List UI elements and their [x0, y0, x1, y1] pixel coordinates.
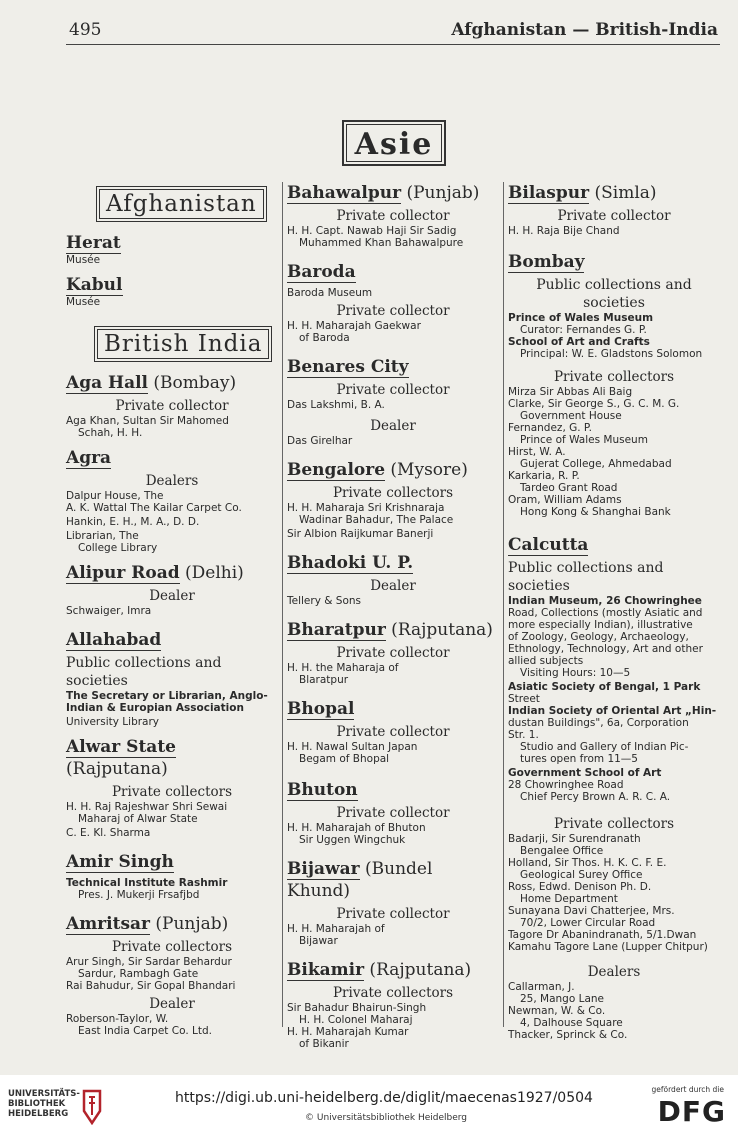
entry-line: Ross, Edwd. Denison Ph. D.	[508, 881, 652, 893]
entry-line: Visiting Hours: 10—5	[520, 667, 631, 679]
entry-line: Indian Museum, 26 Chowringhee	[508, 595, 702, 607]
city-heading: Benares City	[287, 357, 409, 377]
category-heading: Private collectors	[553, 816, 675, 832]
viewer-footer	[0, 1075, 738, 1134]
entry-line: Das Girelhar	[287, 435, 353, 447]
entry-line: The Secretary or Librarian, Anglo-	[66, 690, 268, 702]
category-heading: Private collectors	[111, 939, 233, 955]
entry-line: H. H. Maharajah Kumar	[287, 1026, 409, 1038]
entry-line: tures open from 11—5	[520, 753, 638, 765]
entry-line: Prince of Wales Museum	[520, 434, 648, 446]
city-heading: Bharatpur (Rajputana)	[287, 620, 493, 640]
entry-line: Hirst, W. A.	[508, 446, 566, 458]
entry-line: Tellery & Sons	[287, 595, 361, 607]
permalink[interactable]: https://digi.ub.uni-heidelberg.de/diglit/maecenas1927/0504	[175, 1090, 593, 1106]
column-2	[287, 182, 499, 1050]
entry-line: allied subjects	[508, 655, 584, 667]
entry-line: Muhammed Khan Bahawalpure	[299, 237, 464, 249]
category-heading: Dealer	[370, 578, 416, 594]
entry-line: Holland, Sir Thos. H. K. C. F. E.	[508, 857, 667, 869]
entry-line: Aga Khan, Sultan Sir Mahomed	[66, 415, 229, 427]
entry-line: Government House	[520, 410, 622, 422]
city-heading: Bombay	[508, 252, 585, 272]
entry-line: Indian Society of Oriental Art „Hin-	[508, 705, 717, 717]
entry-line: Badarji, Sir Surendranath	[508, 833, 641, 845]
entry-line: Wadinar Bahadur, The Palace	[299, 514, 454, 526]
country-heading: British India	[97, 329, 269, 359]
city-heading: Herat	[66, 233, 121, 253]
entry-line: C. E. Kl. Sharma	[66, 827, 151, 839]
category-heading: Dealers	[145, 473, 199, 489]
dfg-logo[interactable]: DFG	[657, 1095, 726, 1128]
city-heading: Bilaspur (Simla)	[508, 183, 657, 203]
city-heading: Kabul	[66, 275, 123, 295]
entry-line: Maharaj of Alwar State	[78, 813, 198, 825]
entry-line: East India Carpet Co. Ltd.	[78, 1025, 212, 1037]
entry-line: Callarman, J.	[508, 981, 575, 993]
entry-line: Home Department	[520, 893, 618, 905]
entry-line: College Library	[78, 542, 158, 554]
entry-line: Rai Bahudur, Sir Gopal Bhandari	[66, 980, 236, 992]
category-heading: Private collector	[336, 208, 450, 224]
entry-line: Arur Singh, Sir Sardar Behardur	[66, 956, 232, 968]
entry-line: Baroda Museum	[287, 287, 373, 299]
section-title: Asie	[346, 124, 442, 162]
city-heading: Bijawar (Bundel Khund)	[287, 859, 433, 901]
city-heading: Bahawalpur (Punjab)	[287, 183, 480, 203]
entry-line: 4, Dalhouse Square	[520, 1017, 623, 1029]
category-heading: Private collectors	[332, 985, 454, 1001]
city-heading: Amritsar (Punjab)	[66, 914, 229, 934]
entry-line: Schwaiger, Imra	[66, 605, 152, 617]
entry-line: H. H. Nawal Sultan Japan	[287, 741, 418, 753]
column-divider	[282, 182, 283, 1027]
entry-line: Sardur, Rambagh Gate	[78, 968, 199, 980]
entry-line: H. H. Capt. Nawab Haji Sir Sadig	[287, 225, 457, 237]
entry-line: Sir Uggen Wingchuk	[299, 834, 406, 846]
city-heading: Bhuton	[287, 780, 358, 800]
entry-line: Blaratpur	[299, 674, 349, 686]
entry-line: Sir Bahadur Bhairun-Singh	[287, 1002, 427, 1014]
entry-line: Government School of Art	[508, 767, 662, 779]
city-heading: Calcutta	[508, 535, 589, 555]
entry-line: Tardeo Grant Road	[520, 482, 618, 494]
copyright: © Universitätsbibliothek Heidelberg	[305, 1113, 468, 1123]
entry-line: Ethnology, Technology, Art and other	[508, 643, 703, 655]
entry-line: H. H. Maharajah of	[287, 923, 385, 935]
category-heading: Private collector	[336, 724, 450, 740]
entry-line: Sunayana Davi Chatterjee, Mrs.	[508, 905, 675, 917]
city-heading: Amir Singh	[66, 852, 174, 872]
category-heading: Public collections and societies	[66, 655, 222, 689]
category-heading: Public collections and societies	[508, 560, 664, 594]
entry-line: Principal: W. E. Gladstons Solomon	[520, 348, 703, 360]
entry-line: Dalpur House, The	[66, 490, 164, 502]
entry-line: 28 Chowringhee Road	[508, 779, 624, 791]
city-heading: Bengalore (Mysore)	[287, 460, 468, 480]
entry-line: Gujerat College, Ahmedabad	[520, 458, 672, 470]
entry-line: of Baroda	[299, 332, 350, 344]
entry-line: H. H. Maharaja Sri Krishnaraja	[287, 502, 445, 514]
category-heading: Private collector	[336, 906, 450, 922]
entry-line: Fernandez, G. P.	[508, 422, 592, 434]
entry-line: of Bikanir	[299, 1038, 349, 1050]
funding-label: gefördert durch die	[651, 1085, 724, 1094]
category-heading: Private collector	[336, 303, 450, 319]
entry-line: Pres. J. Mukerji Frsafjbd	[78, 889, 200, 901]
category-heading: Public collections and societies	[536, 277, 692, 311]
entry-line: Musée	[66, 254, 101, 266]
entry-line: A. K. Wattal The Kailar Carpet Co.	[66, 502, 242, 514]
entry-line: H. H. Colonel Maharaj	[299, 1014, 413, 1026]
category-heading: Private collector	[336, 805, 450, 821]
entry-line: Technical Institute Rashmir	[66, 877, 228, 889]
entry-line: Road, Collections (mostly Asiatic and	[508, 607, 703, 619]
entry-line: Street	[508, 693, 540, 705]
entry-line: Hong Kong & Shanghai Bank	[520, 506, 671, 518]
category-heading: Dealers	[587, 964, 641, 980]
column-1	[66, 182, 278, 1037]
entry-line: Musée	[66, 296, 101, 308]
entry-line: Thacker, Sprinck & Co.	[508, 1029, 628, 1041]
page-number: 495	[69, 20, 102, 40]
entry-line: 70/2, Lower Circular Road	[520, 917, 656, 929]
running-header	[0, 18, 738, 48]
entry-line: Prince of Wales Museum	[508, 312, 654, 324]
entry-line: more especially Indian), illustrative	[508, 619, 693, 631]
country-heading: Afghanistan	[99, 189, 264, 219]
category-heading: Private collector	[115, 398, 229, 414]
column-divider	[503, 182, 504, 1027]
library-logo[interactable]	[8, 1089, 98, 1125]
entry-line: Asiatic Society of Bengal, 1 Park	[508, 681, 701, 693]
category-heading: Private collectors	[553, 369, 675, 385]
entry-line: Indian & Europian Association	[66, 702, 244, 714]
city-heading: Bikamir (Rajputana)	[287, 960, 472, 980]
category-heading: Dealer	[370, 418, 416, 434]
column-3	[508, 182, 720, 1041]
header-rule	[66, 44, 720, 45]
city-heading: Allahabad	[66, 630, 162, 650]
library-name: UNIVERSITÄTS- BIBLIOTHEK HEIDELBERG	[8, 1089, 80, 1119]
entry-line: Geological Surey Office	[520, 869, 643, 881]
entry-line: Kamahu Tagore Lane (Lupper Chitpur)	[508, 941, 708, 953]
entry-line: Bijawar	[299, 935, 338, 947]
entry-line: Newman, W. & Co.	[508, 1005, 606, 1017]
entry-line: of Zoology, Geology, Archaeology,	[508, 631, 689, 643]
entry-line: Roberson-Taylor, W.	[66, 1013, 169, 1025]
city-heading: Alwar State (Rajputana)	[66, 737, 176, 779]
category-heading: Private collector	[336, 645, 450, 661]
entry-line: Das Lakshmi, B. A.	[287, 399, 385, 411]
entry-line: Clarke, Sir George S., G. C. M. G.	[508, 398, 680, 410]
entry-line: University Library	[66, 716, 160, 728]
entry-line: Oram, William Adams	[508, 494, 622, 506]
category-heading: Private collectors	[332, 485, 454, 501]
entry-line: Mirza Sir Abbas Ali Baig	[508, 386, 633, 398]
entry-line: Bengalee Office	[520, 845, 604, 857]
category-heading: Private collector	[557, 208, 671, 224]
entry-line: Hankin, E. H., M. A., D. D.	[66, 516, 200, 528]
entry-line: H. H. Raja Bije Chand	[508, 225, 620, 237]
library-seal-icon	[80, 1089, 104, 1125]
city-heading: Aga Hall (Bombay)	[66, 373, 237, 393]
entry-line: Curator: Fernandes G. P.	[520, 324, 647, 336]
category-heading: Dealer	[149, 588, 195, 604]
entry-line: H. H. Maharajah Gaekwar	[287, 320, 421, 332]
city-heading: Baroda	[287, 262, 356, 282]
section-title-box	[342, 120, 446, 166]
city-heading: Bhadoki U. P.	[287, 553, 414, 573]
entry-line: Karkaria, R. P.	[508, 470, 580, 482]
entry-line: H. H. Raj Rajeshwar Shri Sewai	[66, 801, 228, 813]
entry-line: H. H. the Maharaja of	[287, 662, 399, 674]
category-heading: Dealer	[149, 996, 195, 1012]
city-heading: Bhopal	[287, 699, 355, 719]
country-heading-box	[96, 186, 267, 222]
entry-line: Tagore Dr Abanindranath, 5/1.Dwan	[508, 929, 697, 941]
category-heading: Private collector	[336, 382, 450, 398]
entry-line: School of Art and Crafts	[508, 336, 650, 348]
entry-line: Chief Percy Brown A. R. C. A.	[520, 791, 671, 803]
entry-line: dustan Buildings", 6a, Corporation	[508, 717, 689, 729]
entry-line: Librarian, The	[66, 530, 139, 542]
entry-line: Begam of Bhopal	[299, 753, 390, 765]
entry-line: Schah, H. H.	[78, 427, 143, 439]
city-heading: Agra	[66, 448, 112, 468]
city-heading: Alipur Road (Delhi)	[66, 563, 244, 583]
entry-line: Sir Albion Raijkumar Banerji	[287, 528, 434, 540]
entry-line: H. H. Maharajah of Bhuton	[287, 822, 426, 834]
country-heading-box	[94, 326, 272, 362]
entry-line: Str. 1.	[508, 729, 539, 741]
entry-line: Studio and Gallery of Indian Pic-	[520, 741, 689, 753]
category-heading: Private collectors	[111, 784, 233, 800]
running-title: Afghanistan — British-India	[451, 20, 718, 40]
entry-line: 25, Mango Lane	[520, 993, 605, 1005]
